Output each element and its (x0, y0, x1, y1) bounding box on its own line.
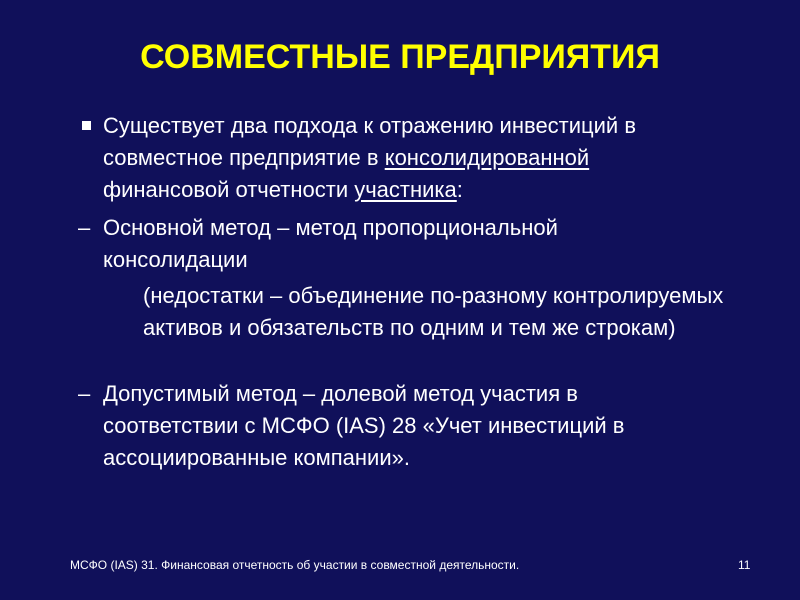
page-number: 11 (738, 558, 751, 572)
drawbacks-note: (недостатки – объединение по-разному контролируемых активов и обязательств по одним и тем же строкам) (143, 283, 724, 340)
bullet-text-part2: финансовой отчетности (103, 177, 355, 202)
dash-marker-1: – (78, 215, 91, 240)
slide-footer: МСФО (IAS) 31. Финансовая отчетность об участии в совместной деятельности. (70, 558, 520, 572)
underlined-term-participant: участника (354, 177, 457, 202)
bullet-paragraph (103, 110, 713, 206)
dash-marker-2: – (78, 381, 91, 406)
bullet-text-part1: Существует два подхода к отражению инвестиций в совместное предприятие в (103, 113, 637, 170)
slide-title: СОВМЕСТНЫЕ ПРЕДПРИЯТИЯ (140, 38, 660, 76)
underlined-term-consolidated: консолидированной (384, 145, 590, 170)
square-bullet-icon (82, 121, 91, 130)
bullet-text-part3: : (456, 177, 463, 202)
main-method-text: Основной метод – метод пропорциональной консолидации (103, 215, 558, 272)
allowed-method-text: Допустимый метод – долевой метод участия в соответствии с МСФО (IAS) 28 «Учет инвестиций в ассоциированные компании». (103, 381, 625, 470)
